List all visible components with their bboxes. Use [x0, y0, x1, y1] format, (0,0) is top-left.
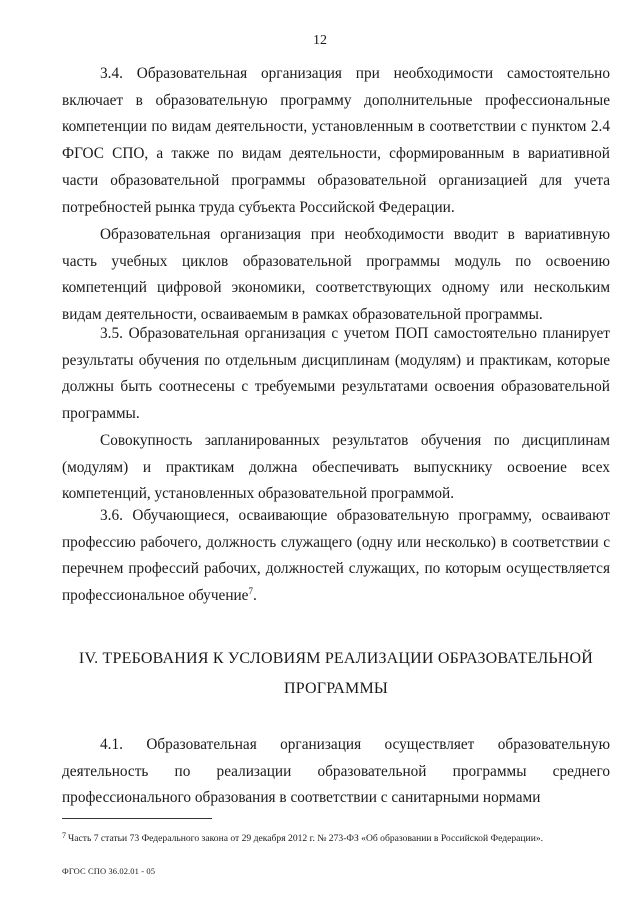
section-heading [62, 644, 610, 704]
section-heading-line2: ПРОГРАММЫ [283, 680, 389, 697]
footnote-divider [62, 818, 212, 819]
paragraph-digital-economy: Образовательная организация при необходимости вводит в вариативную часть учебных циклов образовательной программы модуль по освоению компетенций цифровой экономики, соответствующих одному или нескольким видам деятельности, осваиваемым в рамках образовательной программы. [62, 226, 610, 324]
footnote [62, 829, 622, 846]
footnote-text: Часть 7 статьи 73 Федерального закона от 29 декабря 2012 г. № 273-ФЗ «Об образовании в Российской Федерации». [68, 833, 544, 844]
paragraph-3-6: 3.6. Обучающиеся, осваивающие образовательную программу, осваивают профессию рабочего, должность служащего (одну или несколько) в соответствии с перечнем профессий рабочих, должностей служащих, по которым осуществляется профессиональное обучение$^7$. [62, 507, 610, 605]
paragraph-4-1: 4.1. Образовательная организация осуществляет образовательную деятельность по реализации образовательной программы среднего профессионального образования в соответствии с санитарными нормами [62, 736, 610, 807]
paragraph-learning-outcomes: Совокупность запланированных результатов обучения по дисциплинам (модулям) и практикам должна обеспечивать выпускнику освоение всех компетенций, установленных образовательной программой. [62, 432, 610, 503]
page-number: 12 [313, 33, 327, 48]
footnote-reference: 7 [248, 586, 253, 597]
paragraph-3-5: 3.5. Образовательная организация с учетом ПОП самостоятельно планирует результаты обучения по отдельным дисциплинам (модулям) и практикам, которые должны быть соотнесены с требуемыми результатами освоения образовательной программы. [62, 325, 610, 423]
document-code: ФГОС СПО 36.02.01 - 05 [62, 866, 156, 876]
footnote-number: 7 [62, 831, 66, 840]
paragraph-3-6-text: 3.6. Обучающиеся, осваивающие образовательную программу, осваивают профессию рабочего, должность служащего (одну или несколько) в соответствии с перечнем профессий рабочих, должностей служащих, по которым осуществляется профессиональное обучение [62, 507, 610, 605]
paragraph-3-4: 3.4. Образовательная организация при необходимости самостоятельно включает в образовательную программу дополнительные профессиональные компетенции по видам деятельности, установленным в соответствии с пунктом 2.4 ФГОС СПО, а также по видам деятельности, сформированным в вариативной части образовательной программы образовательной организацией для учета потребностей рынка труда субъекта Российской Федерации. [62, 65, 610, 216]
section-heading-line1: IV. ТРЕБОВАНИЯ К УСЛОВИЯМ РЕАЛИЗАЦИИ ОБРАЗОВАТЕЛЬНОЙ [78, 650, 594, 667]
